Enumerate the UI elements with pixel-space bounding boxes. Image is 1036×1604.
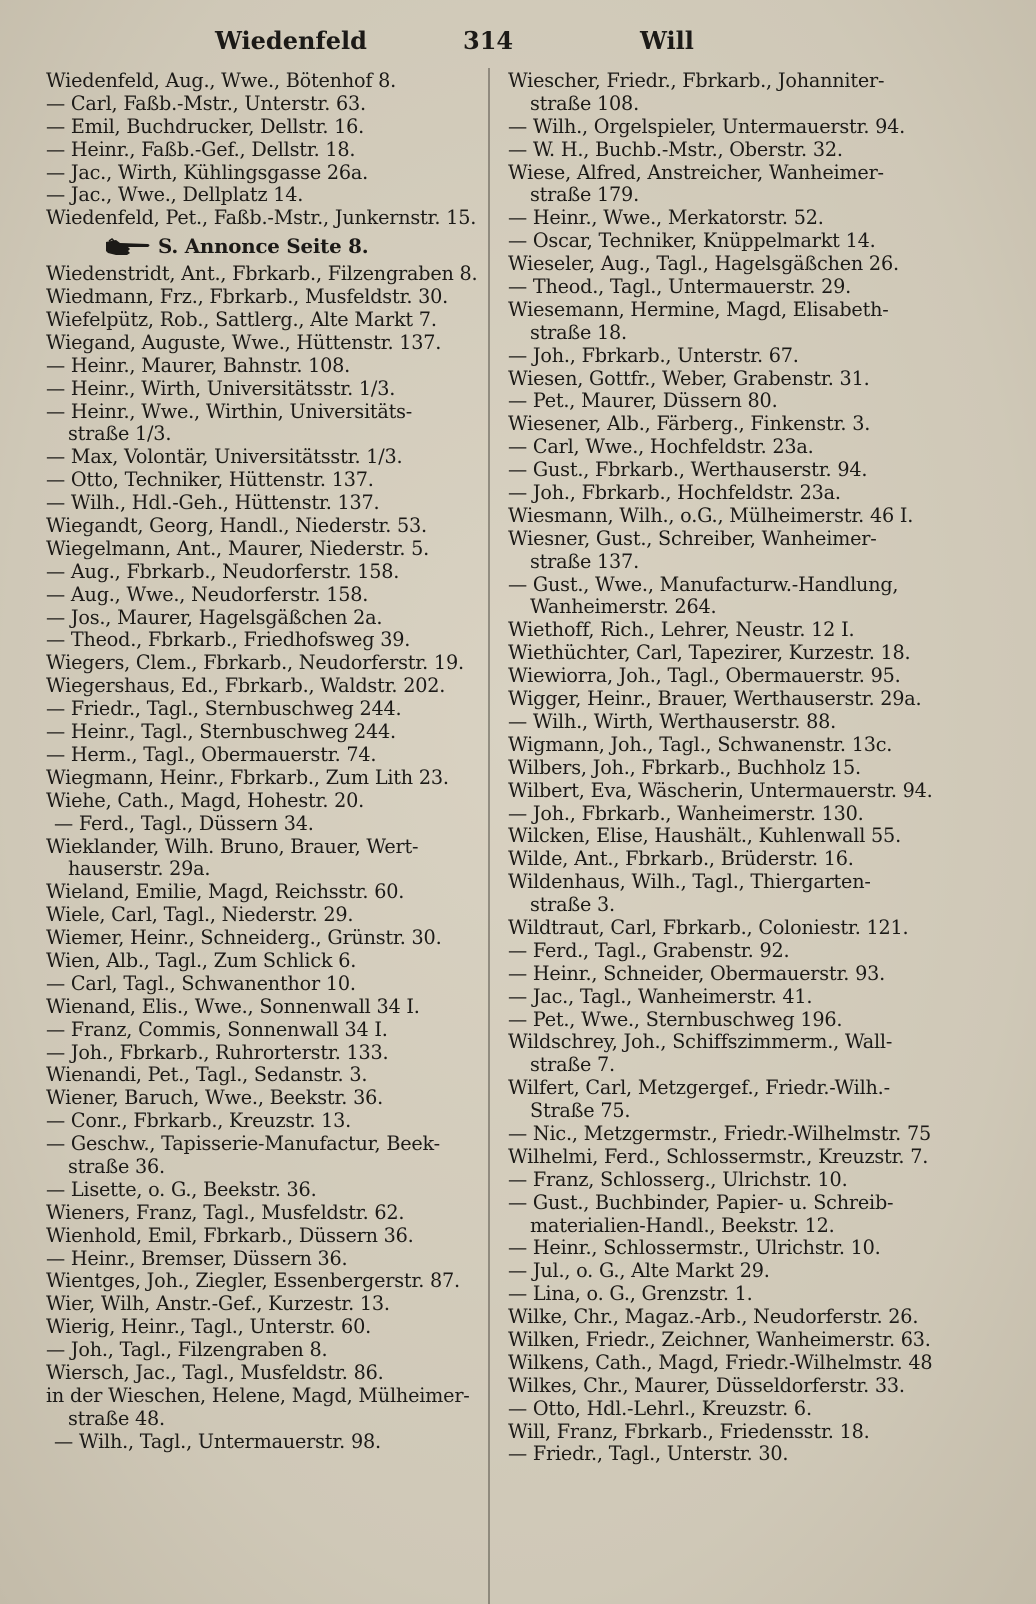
directory-entry: Wienandi, Pet., Tagl., Sedanstr. 3. <box>46 1064 368 1087</box>
directory-entry: Wienhold, Emil, Fbrkarb., Düssern 36. <box>46 1224 414 1247</box>
directory-entry: Wier, Wilh, Anstr.-Gef., Kurzestr. 13. <box>46 1293 390 1316</box>
directory-entry: Wildschrey, Joh., Schiffszimmerm., Wall- <box>508 1031 893 1054</box>
directory-entry: — Heinr., Schlossermstr., Ulrichstr. 10. <box>508 1237 881 1260</box>
directory-entry: Wiesner, Gust., Schreiber, Wanheimer- <box>508 527 877 550</box>
directory-entry: Straße 75. <box>530 1100 631 1123</box>
directory-entry: — Joh., Tagl., Filzengraben 8. <box>46 1339 328 1362</box>
directory-entry: Wilbers, Joh., Fbrkarb., Buchholz 15. <box>508 756 861 779</box>
directory-entry: — W. H., Buchb.-Mstr., Oberstr. 32. <box>508 138 843 161</box>
directory-entry: — Aug., Fbrkarb., Neudorferstr. 158. <box>46 560 400 583</box>
directory-entry: — Jac., Tagl., Wanheimerstr. 41. <box>508 985 813 1008</box>
directory-entry: — Oscar, Techniker, Knüppelmarkt 14. <box>508 230 876 253</box>
directory-entry: — Gust., Buchbinder, Papier- u. Schreib- <box>508 1191 894 1214</box>
directory-entry: — Jos., Maurer, Hagelsgäßchen 2a. <box>46 606 383 629</box>
directory-entry: Wiedenfeld, Pet., Faßb.-Mstr., Junkernstr. 15. <box>46 207 477 230</box>
directory-entry: — Lina, o. G., Grenzstr. 1. <box>508 1283 753 1306</box>
directory-entry: straße 48. <box>68 1407 165 1430</box>
directory-entry: Wilbert, Eva, Wäscherin, Untermauerstr. 94. <box>508 779 933 802</box>
directory-entry: straße 1/3. <box>68 423 172 446</box>
directory-entry: — Pet., Maurer, Düssern 80. <box>508 390 778 413</box>
directory-entry: Wilfert, Carl, Metzgergef., Friedr.-Wilh.- <box>508 1077 890 1100</box>
directory-entry: — Herm., Tagl., Obermauerstr. 74. <box>46 743 377 766</box>
directory-entry: materialien-Handl., Beekstr. 12. <box>530 1214 835 1237</box>
directory-entry: — Ferd., Tagl., Düssern 34. <box>54 812 314 835</box>
directory-entry: — Jac., Wwe., Dellplatz 14. <box>46 184 304 207</box>
directory-entry: — Friedr., Tagl., Sternbuschweg 244. <box>46 698 402 721</box>
directory-entry: — Carl, Tagl., Schwanenthor 10. <box>46 972 356 995</box>
directory-entry: Wieners, Franz, Tagl., Musfeldstr. 62. <box>46 1201 405 1224</box>
directory-entry: in der Wieschen, Helene, Magd, Mülheimer- <box>46 1384 470 1407</box>
directory-entry: Wilken, Friedr., Zeichner, Wanheimerstr. 63. <box>508 1328 931 1351</box>
directory-entry: — Jac., Wirth, Kühlingsgasse 26a. <box>46 161 369 184</box>
directory-entry: Wien, Alb., Tagl., Zum Schlick 6. <box>46 949 357 972</box>
directory-entry: Wieseler, Aug., Tagl., Hagelsgäßchen 26. <box>508 253 899 276</box>
directory-entry: — Carl, Wwe., Hochfeldstr. 23a. <box>508 436 814 459</box>
directory-entry: straße 36. <box>68 1155 165 1178</box>
directory-entry: Wiegershaus, Ed., Fbrkarb., Waldstr. 202. <box>46 675 446 698</box>
directory-entry: Wiegers, Clem., Fbrkarb., Neudorferstr. 19. <box>46 652 464 675</box>
column-divider <box>488 68 490 1604</box>
directory-entry: Wiener, Baruch, Wwe., Beekstr. 36. <box>46 1087 383 1110</box>
directory-entry: — Wilh., Orgelspieler, Untermauerstr. 94. <box>508 115 906 138</box>
directory-entry: Wigger, Heinr., Brauer, Werthauserstr. 29a. <box>508 688 922 711</box>
directory-entry: — Heinr., Wwe., Wirthin, Universitäts- <box>46 400 413 423</box>
directory-entry: Wiesemann, Hermine, Magd, Elisabeth- <box>508 298 889 321</box>
directory-entry: — Heinr., Wwe., Merkatorstr. 52. <box>508 207 824 230</box>
directory-entry: Wilhelmi, Ferd., Schlossermstr., Kreuzstr. 7. <box>508 1145 929 1168</box>
directory-entry: Wientges, Joh., Ziegler, Essenbergerstr. 87. <box>46 1270 460 1293</box>
pointing-hand-icon <box>104 237 152 257</box>
directory-entry: straße 108. <box>530 92 639 115</box>
directory-entry: Wiescher, Friedr., Fbrkarb., Johanniter- <box>508 70 885 92</box>
annonce-text: S. Annonce Seite 8. <box>158 234 369 259</box>
directory-entry: Wigmann, Joh., Tagl., Schwanenstr. 13c. <box>508 733 893 756</box>
running-head-right: Will <box>640 26 694 55</box>
directory-entry: Wiegmann, Heinr., Fbrkarb., Zum Lith 23. <box>46 766 449 789</box>
directory-entry: Wildtraut, Carl, Fbrkarb., Coloniestr. 121. <box>508 916 909 939</box>
directory-entry: — Heinr., Faßb.-Gef., Dellstr. 18. <box>46 138 356 161</box>
directory-entry: — Emil, Buchdrucker, Dellstr. 16. <box>46 115 365 138</box>
page-number: 314 <box>463 26 514 55</box>
directory-entry: — Heinr., Bremser, Düssern 36. <box>46 1247 348 1270</box>
directory-entry: Wiedenfeld, Aug., Wwe., Bötenhof 8. <box>46 70 397 92</box>
directory-entry: — Theod., Tagl., Untermauerstr. 29. <box>508 276 852 299</box>
directory-entry: — Aug., Wwe., Neudorferstr. 158. <box>46 583 369 606</box>
directory-entry: — Friedr., Tagl., Unterstr. 30. <box>508 1443 789 1466</box>
directory-entry: — Otto, Hdl.-Lehrl., Kreuzstr. 6. <box>508 1397 812 1420</box>
directory-entry: Wiehe, Cath., Magd, Hohestr. 20. <box>46 789 365 812</box>
right-column <box>508 70 958 1466</box>
directory-entry: — Heinr., Maurer, Bahnstr. 108. <box>46 354 351 377</box>
directory-entry: — Carl, Faßb.-Mstr., Unterstr. 63. <box>46 92 366 115</box>
directory-entry: — Conr., Fbrkarb., Kreuzstr. 13. <box>46 1110 352 1133</box>
directory-entry: Wilke, Chr., Magaz.-Arb., Neudorferstr. 26. <box>508 1306 919 1329</box>
directory-entry: Wildenhaus, Wilh., Tagl., Thiergarten- <box>508 871 871 894</box>
directory-entry: — Gust., Wwe., Manufacturw.-Handlung, <box>508 573 899 596</box>
directory-entry: — Wilh., Hdl.-Geh., Hüttenstr. 137. <box>46 492 380 515</box>
directory-entry: Wiersch, Jac., Tagl., Musfeldstr. 86. <box>46 1361 384 1384</box>
directory-entry: — Franz, Commis, Sonnenwall 34 I. <box>46 1018 388 1041</box>
directory-entry: Wiesmann, Wilh., o.G., Mülheimerstr. 46 I. <box>508 504 914 527</box>
directory-entry: — Joh., Fbrkarb., Hochfeldstr. 23a. <box>508 482 841 505</box>
directory-entry: — Wilh., Wirth, Werthauserstr. 88. <box>508 710 837 733</box>
directory-entry: Wiethüchter, Carl, Tapezirer, Kurzestr. 18. <box>508 642 911 665</box>
directory-entry: Wiegandt, Georg, Handl., Niederstr. 53. <box>46 515 427 538</box>
directory-entry: — Geschw., Tapisserie-Manufactur, Beek- <box>46 1133 440 1156</box>
directory-entry: — Theod., Fbrkarb., Friedhofsweg 39. <box>46 629 411 652</box>
directory-entry: — Heinr., Schneider, Obermauerstr. 93. <box>508 962 886 985</box>
directory-entry: — Max, Volontär, Universitätsstr. 1/3. <box>46 446 403 469</box>
directory-entry: Wienand, Elis., Wwe., Sonnenwall 34 I. <box>46 995 420 1018</box>
directory-entry: hauserstr. 29a. <box>68 858 211 881</box>
directory-entry: Wiele, Carl, Tagl., Niederstr. 29. <box>46 904 354 927</box>
directory-entry: Wiefelpütz, Rob., Sattlerg., Alte Markt 7. <box>46 309 437 332</box>
directory-entry: Wiesen, Gottfr., Weber, Grabenstr. 31. <box>508 367 870 390</box>
directory-entry: — Heinr., Wirth, Universitätsstr. 1/3. <box>46 377 396 400</box>
directory-entry: straße 3. <box>530 894 615 917</box>
running-head-left: Wiedenfeld <box>215 26 367 55</box>
directory-entry: Will, Franz, Fbrkarb., Friedensstr. 18. <box>508 1420 870 1443</box>
directory-entry: Wiegelmann, Ant., Maurer, Niederstr. 5. <box>46 537 430 560</box>
directory-entry: — Nic., Metzgermstr., Friedr.-Wilhelmstr. 75 <box>508 1122 931 1145</box>
directory-entry: Wiethoff, Rich., Lehrer, Neustr. 12 I. <box>508 619 855 642</box>
directory-entry: Wiemer, Heinr., Schneiderg., Grünstr. 30. <box>46 927 442 950</box>
directory-entry: — Joh., Fbrkarb., Wanheimerstr. 130. <box>508 802 864 825</box>
directory-entry: Wieklander, Wilh. Bruno, Brauer, Wert- <box>46 835 419 858</box>
directory-entry: straße 179. <box>530 184 639 207</box>
directory-entry: Wiedenstridt, Ant., Fbrkarb., Filzengraben 8. <box>46 263 478 286</box>
directory-entry: — Heinr., Tagl., Sternbuschweg 244. <box>46 721 396 744</box>
directory-entry: Wilde, Ant., Fbrkarb., Brüderstr. 16. <box>508 848 854 871</box>
directory-entry: — Lisette, o. G., Beekstr. 36. <box>46 1178 317 1201</box>
directory-entry: Wiesener, Alb., Färberg., Finkenstr. 3. <box>508 413 871 436</box>
directory-entry: Wierig, Heinr., Tagl., Unterstr. 60. <box>46 1316 371 1339</box>
directory-entry: — Wilh., Tagl., Untermauerstr. 98. <box>54 1430 381 1453</box>
annonce-reference <box>46 230 488 263</box>
directory-entry: Wilkens, Cath., Magd, Friedr.-Wilhelmstr. 48 <box>508 1351 933 1374</box>
directory-entry: Wieland, Emilie, Magd, Reichsstr. 60. <box>46 881 405 904</box>
directory-entry: Wilkes, Chr., Maurer, Düsseldorferstr. 33. <box>508 1374 905 1397</box>
directory-entry: — Joh., Fbrkarb., Ruhrorterstr. 133. <box>46 1041 389 1064</box>
directory-entry: Wiese, Alfred, Anstreicher, Wanheimer- <box>508 161 884 184</box>
directory-entry: Wilcken, Elise, Haushält., Kuhlenwall 55. <box>508 825 901 848</box>
directory-entry: — Jul., o. G., Alte Markt 29. <box>508 1260 770 1283</box>
directory-entry: Wanheimerstr. 264. <box>530 596 717 619</box>
directory-entry: Wiedmann, Frz., Fbrkarb., Musfeldstr. 30. <box>46 286 449 309</box>
directory-entry: straße 18. <box>530 321 627 344</box>
directory-entry: — Ferd., Tagl., Grabenstr. 92. <box>508 939 790 962</box>
directory-entry: straße 7. <box>530 1054 615 1077</box>
directory-entry: Wiewiorra, Joh., Tagl., Obermauerstr. 95. <box>508 665 901 688</box>
directory-entry: — Pet., Wwe., Sternbuschweg 196. <box>508 1008 843 1031</box>
directory-entry: — Franz, Schlosserg., Ulrichstr. 10. <box>508 1168 848 1191</box>
directory-entry: — Gust., Fbrkarb., Werthauserstr. 94. <box>508 459 868 482</box>
directory-entry: straße 137. <box>530 550 639 573</box>
directory-entry: Wiegand, Auguste, Wwe., Hüttenstr. 137. <box>46 331 442 354</box>
directory-entry: — Otto, Techniker, Hüttenstr. 137. <box>46 469 374 492</box>
left-column <box>46 70 488 1454</box>
directory-entry: — Joh., Fbrkarb., Unterstr. 67. <box>508 344 799 367</box>
